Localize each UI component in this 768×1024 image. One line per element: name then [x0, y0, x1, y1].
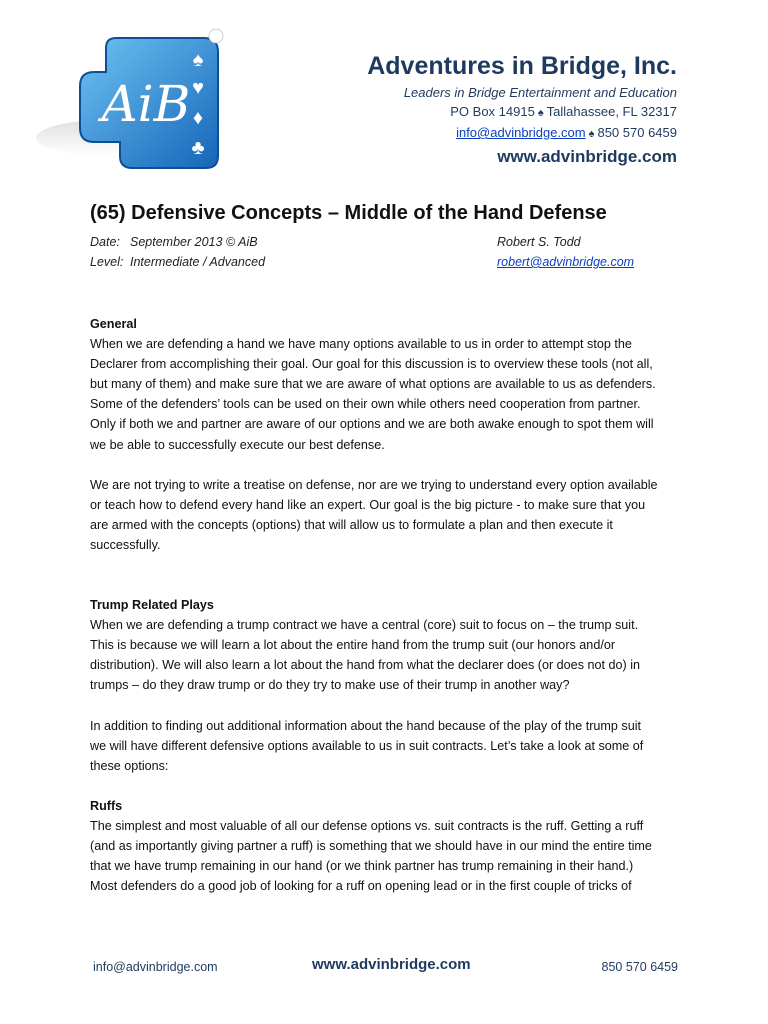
- document-meta: [90, 232, 265, 272]
- company-logo: [36, 26, 236, 176]
- section-heading-trump-related-plays: Trump Related Plays: [90, 598, 214, 613]
- level-label: Level:: [90, 255, 124, 269]
- address-city: Tallahassee, FL 32317: [546, 104, 677, 119]
- company-name: Adventures in Bridge, Inc.: [367, 52, 677, 80]
- date-value: September 2013 © AiB: [130, 235, 258, 249]
- svg-text:♦: ♦: [192, 107, 204, 129]
- paragraph: In addition to finding out additional information about the hand because of the play of the trump suit we will have different defensive options available to us in suit contracts. Let’s take a look at some of these options:: [90, 718, 644, 773]
- footer-email[interactable]: info@advinbridge.com: [93, 960, 218, 974]
- paragraph: When we are defending a hand we have many options available to us in order to attempt stop the Declarer from accomplishing their goal. Our goal for this discussion is to overview these tools (not all, but many of them) and make sure that we are aware of what options are available to us as defenders. Some of the defenders’ tools can be used on their own while others need cooperation from partner. Only if both we and partner are aware of our options and we are both awake enough to spot them will we be able to successfully execute our best defense.: [90, 337, 656, 452]
- company-header: [367, 50, 677, 169]
- footer-phone: 850 570 6459: [601, 960, 678, 974]
- paragraph: We are not trying to write a treatise on defense, nor are we trying to understand every option available or teach how to defend every hand like an expert. Our goal is the big picture - to make sure that you are armed with the concepts (options) that will allow us to formulate a plan and then execute it successfully.: [90, 477, 658, 552]
- section-heading-general: General: [90, 317, 137, 331]
- address-po: PO Box 14915: [450, 104, 535, 119]
- svg-text:♥: ♥: [192, 77, 204, 99]
- footer-website[interactable]: www.advinbridge.com: [312, 956, 471, 973]
- paragraph: The simplest and most valuable of all our defense options vs. suit contracts is the ruff. Getting a ruff (and as importantly giving partner a ruff) is something that we should have in our mind the entire time that we have trump remaining in our hand (or we think partner has trump remaining in their hand.) Most defenders do a good job of looking for a ruff on opening lead or in the first couple of tricks of: [90, 818, 652, 894]
- svg-text:♠: ♠: [192, 49, 204, 71]
- company-contact: [367, 123, 677, 144]
- section-heading-ruffs: Ruffs: [90, 798, 123, 813]
- author-email-link[interactable]: robert@advinbridge.com: [497, 255, 635, 269]
- company-address: [367, 102, 677, 123]
- paragraph: When we are defending a trump contract we have a central (core) suit to focus on – the trump suit. This is because we will learn a lot about the entire hand from the trump suit (our honors and/or distribution). We will also learn a lot about the hand from what the declarer does (or does not do) in trumps – do they draw trump or do they try to make use of their trump in another way?: [90, 618, 640, 693]
- spade-icon: ♠: [537, 107, 544, 119]
- document-title: (65) Defensive Concepts – Middle of the Hand Defense: [90, 202, 607, 224]
- svg-text:♣: ♣: [191, 137, 205, 159]
- company-tagline: Leaders in Bridge Entertainment and Education: [403, 85, 677, 100]
- author-name: Robert S. Todd: [497, 235, 581, 249]
- level-value: Intermediate / Advanced: [130, 255, 266, 269]
- company-website[interactable]: www.advinbridge.com: [497, 147, 677, 166]
- document-body: [90, 314, 678, 896]
- company-phone: 850 570 6459: [597, 125, 677, 140]
- author-block: [497, 232, 634, 272]
- date-label: Date:: [90, 235, 120, 249]
- company-email-link[interactable]: info@advinbridge.com: [456, 125, 586, 140]
- page-footer: [0, 956, 768, 980]
- spade-icon: ♠: [588, 128, 595, 140]
- logo-text: AiB: [101, 75, 191, 133]
